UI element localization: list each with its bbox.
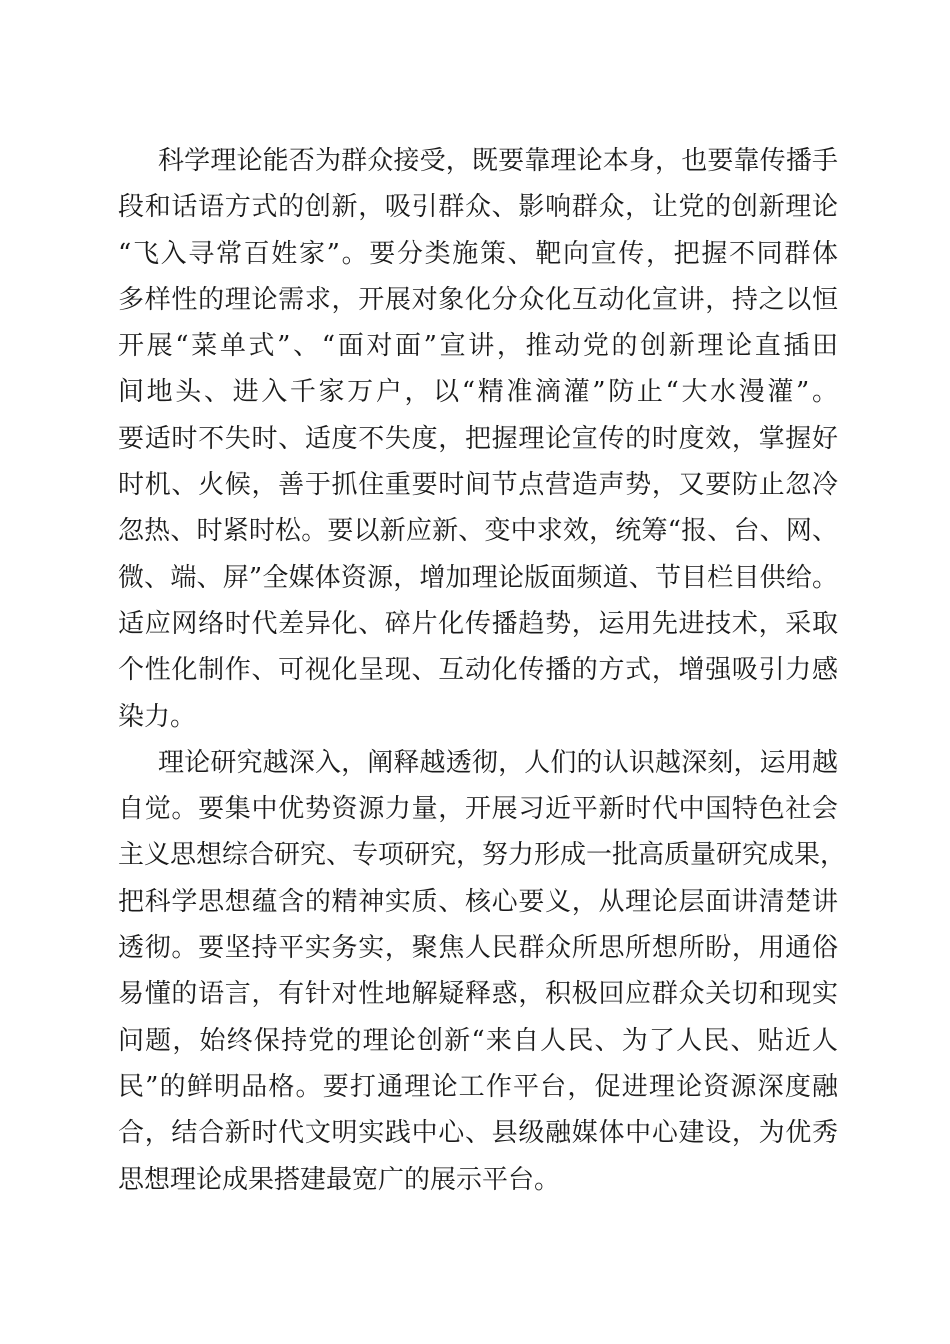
text-line: 易懂的语言，有针对性地解疑释惑，积极回应群众关切和现实 xyxy=(118,979,838,1010)
text-line: 要适时不失时、适度不失度，把握理论宣传的时度效，掌握好 xyxy=(118,423,838,454)
text-line: 主义思想综合研究、专项研究，努力形成一批高质量研究成果， xyxy=(118,840,847,871)
text-line: 染力。 xyxy=(118,701,197,732)
text-line: 把科学思想蕴含的精神实质、核心要义，从理论层面讲清楚讲 xyxy=(118,886,838,917)
text-line: 思想理论成果搭建最宽广的展示平台。 xyxy=(118,1164,561,1195)
text-line: 微、端、屏”全媒体资源，增加理论版面频道、节目栏目供给。 xyxy=(118,562,838,593)
text-line: 多样性的理论需求，开展对象化分众化互动化宣讲，持之以恒 xyxy=(118,284,838,315)
text-line: 间地头、进入千家万户，以“精准滴灌”防止“大水漫灌”。 xyxy=(118,377,838,408)
text-line: “飞入寻常百姓家”。要分类施策、靶向宣传，把握不同群体 xyxy=(118,238,838,269)
text-line: 科学理论能否为群众接受，既要靠理论本身，也要靠传播手 xyxy=(158,146,838,176)
text-line: 适应网络时代差异化、碎片化传播趋势，运用先进技术，采取 xyxy=(118,608,838,639)
text-line: 自觉。要集中优势资源力量，开展习近平新时代中国特色社会 xyxy=(118,794,838,825)
text-line: 开展“菜单式”、“面对面”宣讲，推动党的创新理论直插田 xyxy=(118,331,838,362)
paragraph-1 xyxy=(118,138,838,740)
text-line: 理论研究越深入，阐释越透彻，人们的认识越深刻，运用越 xyxy=(158,747,838,778)
text-line: 时机、火候，善于抓住重要时间节点营造声势，又要防止忽冷 xyxy=(118,470,838,501)
text-line: 段和话语方式的创新，吸引群众、影响群众，让党的创新理论 xyxy=(118,192,838,223)
text-line: 民”的鲜明品格。要打通理论工作平台，促进理论资源深度融 xyxy=(118,1071,838,1102)
text-line: 忽热、时紧时松。要以新应新、变中求效，统筹“报、台、网、 xyxy=(118,516,838,547)
document-body xyxy=(118,138,847,1203)
text-line: 透彻。要坚持平实务实，聚焦人民群众所思所想所盼，用通俗 xyxy=(118,933,838,964)
text-line: 合，结合新时代文明实践中心、县级融媒体中心建设，为优秀 xyxy=(118,1118,838,1149)
text-line: 个性化制作、可视化呈现、互动化传播的方式，增强吸引力感 xyxy=(118,655,838,686)
text-line: 问题，始终保持党的理论创新“来自人民、为了人民、贴近人 xyxy=(118,1025,838,1056)
paragraph-2 xyxy=(118,740,847,1203)
